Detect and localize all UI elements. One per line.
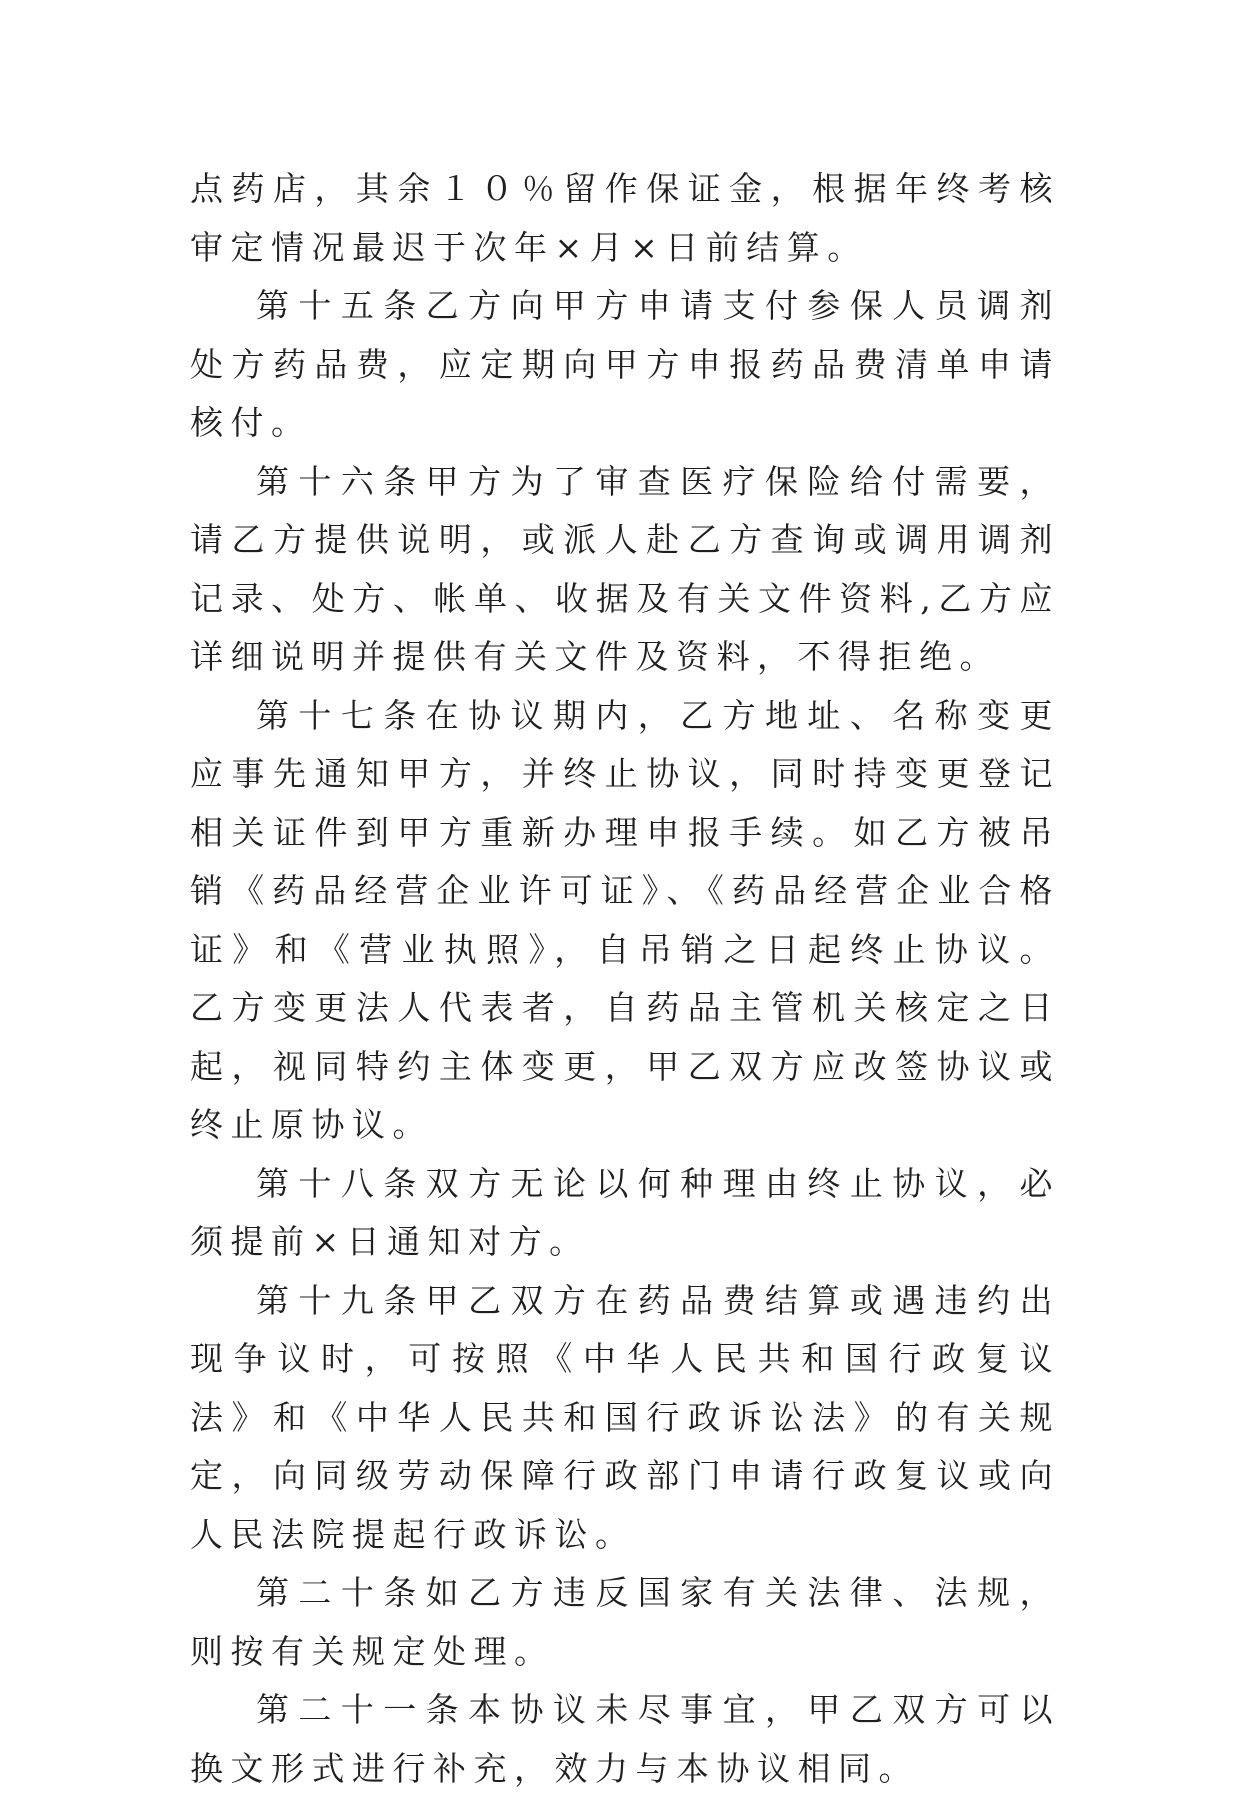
paragraph-continuation: 点药店，其余１０％留作保证金，根据年终考核审定情况最迟于次年×月×日前结算。 [190, 169, 1060, 267]
paragraph-article-16: 第十六条甲方为了审查医疗保险给付需要，请乙方提供说明，或派人赴乙方查询或调用调剂记录、处方、帐单、收据及有关文件资料,乙方应详细说明并提供有关文件及资料，不得拒绝。 [190, 461, 1060, 676]
paragraph-article-19: 第十九条甲乙双方在药品费结算或遇违约出现争议时，可按照《中华人民共和国行政复议法》和《中华人民共和国行政诉讼法》的有关规定，向同级劳动保障行政部门申请行政复议或向人民法院提起行政诉讼。 [190, 1280, 1060, 1554]
paragraph-article-17: 第十七条在协议期内，乙方地址、名称变更应事先通知甲方，并终止协议，同时持变更登记相关证件到甲方重新办理申报手续。如乙方被吊销《药品经营企业许可证》、《药品经营企业合格证》和《营业执照》，自吊销之日起终止协议。乙方变更法人代表者，自药品主管机关核定之日起，视同特约主体变更，甲乙双方应改签协议或终止原协议。 [190, 695, 1060, 1144]
document-body [190, 160, 1060, 1798]
paragraph-article-20: 第二十条如乙方违反国家有关法律、法规，则按有关规定处理。 [190, 1573, 1060, 1671]
paragraph-article-18: 第十八条双方无论以何种理由终止协议，必须提前×日通知对方。 [190, 1163, 1060, 1261]
paragraph-article-15: 第十五条乙方向甲方申请支付参保人员调剂处方药品费，应定期向甲方申报药品费清单申请核付。 [190, 286, 1060, 442]
paragraph-article-21: 第二十一条本协议未尽事宜，甲乙双方可以换文形式进行补充，效力与本协议相同。 [190, 1690, 1060, 1788]
